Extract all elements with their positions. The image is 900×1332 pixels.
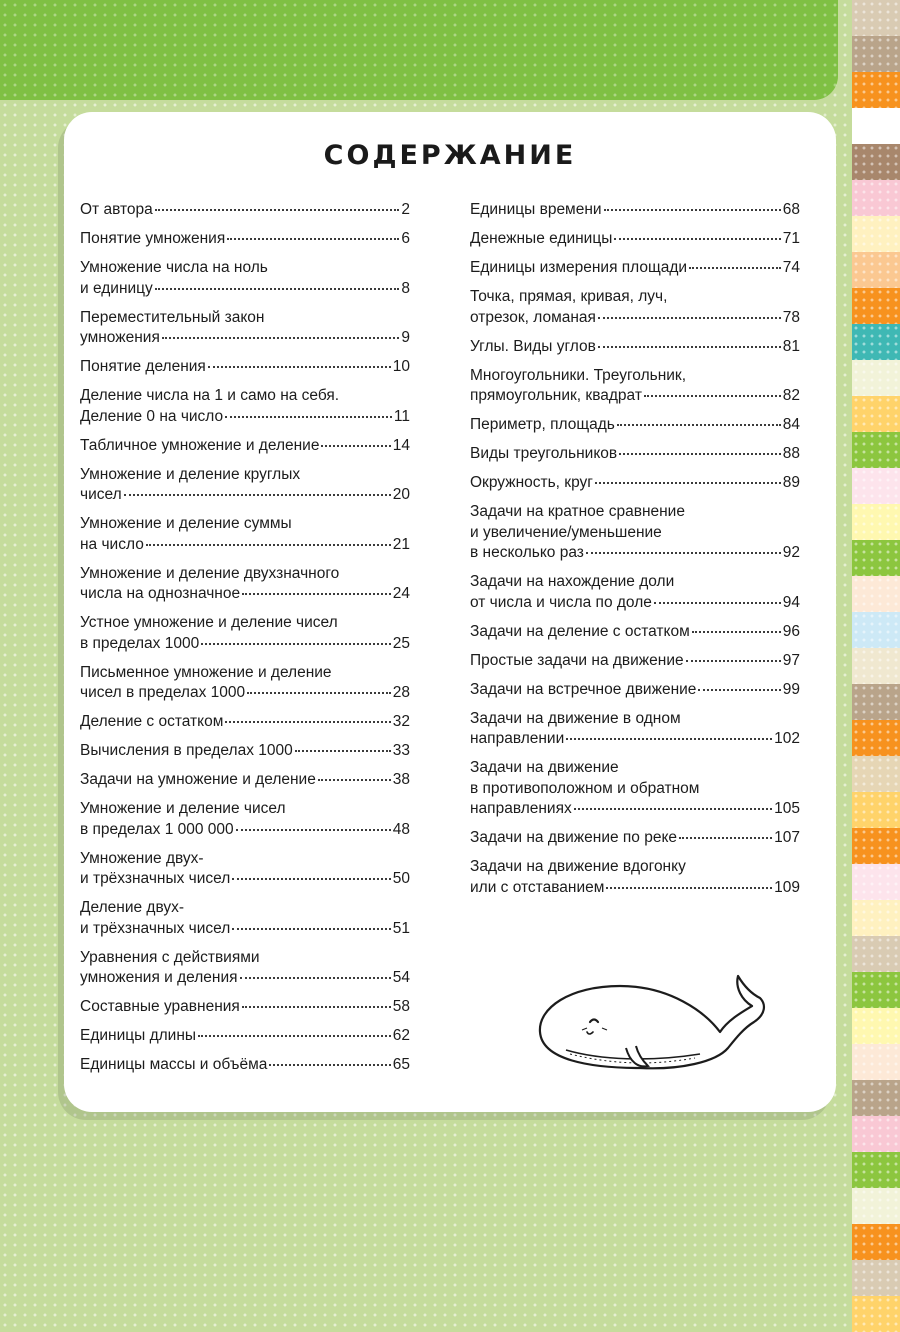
toc-entry-title: Задачи на движение по реке <box>470 829 678 846</box>
toc-page-number: 20 <box>392 486 410 503</box>
toc-entry-title: и трёхзначных чисел <box>80 870 231 887</box>
stripe-swatch <box>852 936 900 972</box>
toc-entry-title: Периметр, площадь <box>470 416 615 433</box>
toc-entry-title: Умножение числа на ноль <box>80 259 268 276</box>
toc-leader-dots <box>146 544 391 546</box>
toc-leader-dots <box>679 837 772 839</box>
toc-entry-title: Многоугольники. Треугольник, <box>470 366 687 384</box>
toc-leader-dots <box>236 829 391 831</box>
toc-entry <box>80 514 410 555</box>
toc-leader-dots <box>208 366 391 368</box>
toc-entry-title: Задачи на деление с остатком <box>470 622 690 640</box>
toc-leader-dots <box>606 887 772 889</box>
toc-entry <box>470 415 800 436</box>
toc-entry <box>470 473 800 494</box>
toc-entry-title: Деление числа на 1 и само на себя. <box>80 387 340 404</box>
toc-leader-dots <box>247 692 391 694</box>
toc-entry-title: Переместительный закон <box>80 308 265 326</box>
toc-page-number: 14 <box>392 436 410 454</box>
toc-entry <box>470 229 800 250</box>
toc-entry-title: Единицы времени <box>470 201 602 218</box>
stripe-swatch <box>852 1224 900 1260</box>
toc-page-number: 25 <box>392 634 410 652</box>
toc-leader-dots <box>586 552 781 554</box>
toc-entry <box>470 572 800 613</box>
toc-leader-dots <box>566 738 772 740</box>
toc-entry <box>80 386 410 427</box>
toc-page-number: 78 <box>782 308 800 326</box>
toc-leader-dots <box>242 1006 391 1008</box>
stripe-swatch <box>852 180 900 216</box>
toc-entry <box>80 1026 410 1047</box>
stripe-swatch <box>852 252 900 288</box>
toc-page-number: 32 <box>392 713 410 730</box>
toc-entry <box>470 828 800 849</box>
toc-entry-title: Понятие деления <box>80 358 206 375</box>
toc-leader-dots <box>698 689 780 691</box>
toc-entry <box>470 444 800 465</box>
stripe-swatch <box>852 288 900 324</box>
toc-entry-title: умножения <box>80 329 160 346</box>
toc-page-number: 38 <box>392 771 410 788</box>
toc-entry <box>80 465 410 506</box>
toc-entry <box>470 337 800 358</box>
toc-entry-title: Умножение двух- <box>80 849 204 867</box>
toc-page-number: 96 <box>782 622 800 640</box>
stripe-swatch <box>852 1188 900 1224</box>
toc-page-number: 88 <box>782 445 800 462</box>
toc-leader-dots <box>232 878 390 880</box>
stripe-swatch <box>852 1008 900 1044</box>
toc-entry-title: Уравнения с действиями <box>80 948 260 966</box>
toc-leader-dots <box>318 779 391 781</box>
toc-leader-dots <box>162 337 400 339</box>
stripe-swatch <box>852 756 900 792</box>
toc-page-number: 94 <box>782 593 800 611</box>
toc-entry <box>80 258 410 299</box>
toc-page-number: 62 <box>392 1027 410 1044</box>
toc-entry-title: Окружность, круг <box>470 474 593 491</box>
toc-page-number: 58 <box>392 998 410 1015</box>
toc-entry <box>80 799 410 840</box>
toc-entry-title: Задачи на движение <box>470 759 619 776</box>
toc-entry-title: Денежные единицы <box>470 230 613 247</box>
stripe-swatch <box>852 612 900 648</box>
toc-entry-title: Углы. Виды углов <box>470 337 596 355</box>
toc-page-number: 48 <box>392 820 410 838</box>
toc-entry-title: От автора <box>80 201 153 218</box>
toc-entry-title: Точка, прямая, кривая, луч, <box>470 288 668 305</box>
toc-page-number: 2 <box>401 201 410 218</box>
toc-leader-dots <box>644 395 781 397</box>
decorative-stripes <box>852 0 900 1200</box>
toc-leader-dots <box>201 643 391 645</box>
toc-right-column <box>470 200 800 907</box>
stripe-swatch <box>852 648 900 684</box>
toc-entry-title: Умножение и деление двухзначного <box>80 564 340 582</box>
toc-entry <box>470 502 800 564</box>
toc-entry-title: Умножение и деление круглых <box>80 465 301 483</box>
stripe-swatch <box>852 432 900 468</box>
toc-leader-dots <box>155 209 400 211</box>
toc-entry-title: Составные уравнения <box>80 998 240 1015</box>
toc-page-number: 68 <box>782 201 800 218</box>
toc-entry-title: умножения и деления <box>80 969 238 986</box>
page-title: СОДЕРЖАНИЕ <box>323 140 577 171</box>
toc-entry <box>470 366 800 407</box>
toc-page-number: 74 <box>782 259 800 276</box>
toc-entry-title: Деление с остатком <box>80 713 224 730</box>
toc-page-number: 84 <box>782 416 800 433</box>
stripe-swatch <box>852 972 900 1008</box>
stripe-swatch <box>852 576 900 612</box>
toc-entry <box>80 770 410 791</box>
toc-entry <box>80 948 410 989</box>
toc-entry-title: в пределах 1 000 000 <box>80 820 234 838</box>
stripe-swatch <box>852 1260 900 1296</box>
toc-entry <box>80 564 410 605</box>
toc-entry-title: на число <box>80 535 144 553</box>
toc-leader-dots <box>595 482 781 484</box>
toc-leader-dots <box>689 267 781 269</box>
toc-entry-title: в противоположном и обратном <box>470 779 700 797</box>
toc-entry <box>80 1055 410 1076</box>
toc-entry-title: отрезок, ломаная <box>470 308 596 326</box>
toc-entry-title: Понятие умножения <box>80 230 226 247</box>
toc-leader-dots <box>269 1064 390 1066</box>
toc-entry-title: и трёхзначных чисел <box>80 919 231 937</box>
toc-entry-title: в несколько раз <box>470 544 584 561</box>
toc-entry <box>470 651 800 672</box>
toc-page-number: 89 <box>782 474 800 491</box>
toc-entry <box>470 200 800 221</box>
toc-leader-dots <box>686 660 781 662</box>
toc-entry <box>80 308 410 349</box>
toc-entry-title: Устное умножение и деление чисел <box>80 614 338 631</box>
stripe-swatch <box>852 1080 900 1116</box>
toc-page-number: 102 <box>774 730 800 747</box>
toc-entry-title: чисел в пределах 1000 <box>80 684 246 701</box>
toc-entry <box>80 357 410 378</box>
toc-leader-dots <box>321 445 390 447</box>
stripe-swatch <box>852 72 900 108</box>
stripe-swatch <box>852 396 900 432</box>
toc-leader-dots <box>654 602 781 604</box>
toc-entry-title: и увеличение/уменьшение <box>470 523 662 541</box>
stripe-swatch <box>852 720 900 756</box>
toc-entry-title: Табличное умножение и деление <box>80 436 320 454</box>
toc-entry-title: Умножение и деление чисел <box>80 800 286 817</box>
toc-entry-title: направлениях <box>470 800 572 817</box>
stripe-swatch <box>852 468 900 504</box>
stripe-swatch <box>852 0 900 36</box>
toc-entry <box>80 436 410 457</box>
toc-entry <box>470 758 800 820</box>
toc-leader-dots <box>574 808 772 810</box>
toc-leader-dots <box>240 977 391 979</box>
toc-entry-title: направлении <box>470 730 565 747</box>
toc-entry <box>80 741 410 762</box>
toc-entry <box>470 258 800 279</box>
toc-page-number: 11 <box>393 407 410 425</box>
toc-page-number: 6 <box>401 230 410 247</box>
toc-entry-title: прямоугольник, квадрат <box>470 387 642 404</box>
toc-leader-dots <box>242 593 391 595</box>
toc-page-number: 81 <box>782 337 800 355</box>
toc-leader-dots <box>598 317 781 319</box>
toc-leader-dots <box>227 238 399 240</box>
toc-entry-title: Деление 0 на число <box>80 407 224 425</box>
toc-entry-title: Простые задачи на движение <box>470 651 684 669</box>
toc-entry <box>80 898 410 939</box>
stripe-swatch <box>852 324 900 360</box>
toc-entry-title: Умножение и деление суммы <box>80 515 292 532</box>
stripe-swatch <box>852 828 900 864</box>
toc-entry-title: Задачи на движение вдогонку <box>470 858 686 875</box>
toc-page-number: 82 <box>782 387 800 404</box>
toc-leader-dots <box>598 346 781 348</box>
toc-leader-dots <box>617 424 781 426</box>
stripe-swatch <box>852 900 900 936</box>
toc-page-number: 50 <box>392 870 410 887</box>
toc-entry <box>80 200 410 221</box>
toc-page-number: 21 <box>392 535 410 553</box>
toc-page-number: 54 <box>392 969 410 986</box>
toc-leader-dots <box>295 750 391 752</box>
toc-leader-dots <box>692 631 781 633</box>
stripe-swatch <box>852 360 900 396</box>
toc-leader-dots <box>619 453 781 455</box>
toc-entry-title: от числа и числа по доле <box>470 593 652 611</box>
toc-left-column <box>80 200 410 1084</box>
toc-entry <box>470 857 800 898</box>
toc-page-number: 8 <box>401 279 410 297</box>
toc-page-number: 92 <box>782 544 800 561</box>
toc-entry-title: в пределах 1000 <box>80 634 200 652</box>
toc-leader-dots <box>124 494 391 496</box>
toc-page-number: 71 <box>782 230 800 247</box>
toc-leader-dots <box>225 721 390 723</box>
toc-entry-title: числа на однозначное <box>80 585 241 602</box>
stripe-swatch <box>852 1296 900 1332</box>
toc-entry <box>80 849 410 890</box>
toc-entry-title: чисел <box>80 486 122 503</box>
toc-entry-title: Письменное умножение и деление <box>80 663 332 681</box>
stripe-swatch <box>852 1044 900 1080</box>
toc-entry-title: Единицы массы и объёма <box>80 1056 268 1073</box>
toc-page-number: 65 <box>392 1056 410 1073</box>
toc-entry <box>80 663 410 704</box>
toc-entry-title: Виды треугольников <box>470 445 618 462</box>
toc-entry-title: Вычисления в пределах 1000 <box>80 742 293 759</box>
toc-page-number: 109 <box>774 878 800 896</box>
toc-entry <box>470 680 800 701</box>
toc-entry-title: Единицы длины <box>80 1027 197 1044</box>
toc-page-number: 51 <box>392 919 410 937</box>
toc-leader-dots <box>155 288 400 290</box>
toc-entry-title: Единицы измерения площади <box>470 259 688 276</box>
toc-leader-dots <box>225 416 392 418</box>
stripe-swatch <box>852 504 900 540</box>
toc-page-number: 99 <box>782 680 800 698</box>
toc-leader-dots <box>614 238 780 240</box>
toc-entry <box>470 287 800 328</box>
toc-page-number: 9 <box>401 329 410 346</box>
stripe-swatch <box>852 540 900 576</box>
toc-entry-title: Задачи на нахождение доли <box>470 573 675 590</box>
toc-page-number: 24 <box>392 585 410 602</box>
stripe-swatch <box>852 684 900 720</box>
top-green-band <box>0 0 838 100</box>
toc-entry <box>80 613 410 654</box>
toc-entry <box>470 709 800 750</box>
toc-page-number: 105 <box>774 800 800 817</box>
whale-illustration <box>530 970 770 1080</box>
toc-entry-title: Задачи на умножение и деление <box>80 771 316 788</box>
stripe-swatch <box>852 216 900 252</box>
toc-entry-title: Задачи на встречное движение <box>470 680 697 698</box>
toc-entry <box>80 997 410 1018</box>
toc-page-number: 107 <box>774 829 800 846</box>
toc-entry-title: Задачи на движение в одном <box>470 709 681 727</box>
stripe-swatch <box>852 36 900 72</box>
stripe-swatch <box>852 792 900 828</box>
toc-entry-title: Задачи на кратное сравнение <box>470 503 685 520</box>
toc-leader-dots <box>604 209 781 211</box>
toc-entry <box>470 622 800 643</box>
toc-entry <box>80 712 410 733</box>
toc-entry-title: или с отставанием <box>470 878 605 896</box>
toc-page-number: 97 <box>782 651 800 669</box>
toc-page-number: 33 <box>392 742 410 759</box>
toc-page-number: 10 <box>392 358 410 375</box>
stripe-swatch <box>852 1116 900 1152</box>
toc-leader-dots <box>232 928 390 930</box>
toc-entry-title: и единицу <box>80 279 153 297</box>
toc-leader-dots <box>198 1035 391 1037</box>
toc-entry-title: Деление двух- <box>80 899 185 916</box>
stripe-swatch <box>852 864 900 900</box>
toc-page-number: 28 <box>392 684 410 701</box>
stripe-swatch <box>852 108 900 144</box>
stripe-swatch <box>852 1152 900 1188</box>
toc-entry <box>80 229 410 250</box>
